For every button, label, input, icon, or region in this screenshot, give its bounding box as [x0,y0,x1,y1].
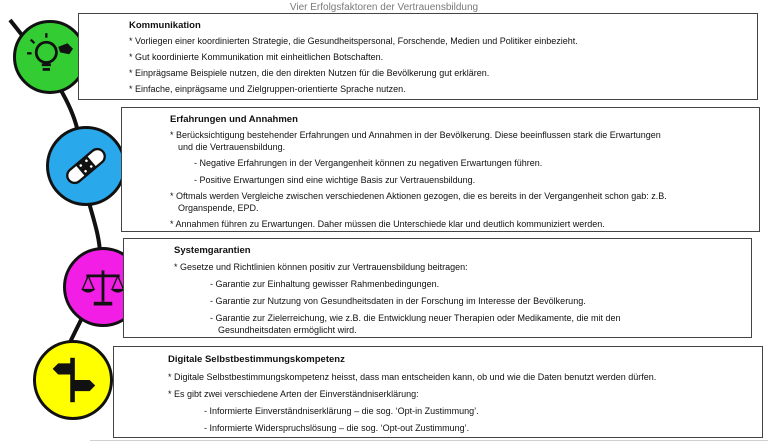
lightbulb-icon [16,23,84,91]
bullet: * Berücksichtigung bestehender Erfahrungen und Annahmen in der Bevölkerung. Diese beeinflussen stark die Erwartungen [170,130,661,140]
sub-bullet: - Negative Erfahrungen in der Vergangenheit können zu negativen Erwartungen führen. [194,158,543,168]
section-heading: Systemgarantien [174,245,251,256]
bullet: * Gut koordinierte Kommunikation mit einheitlichen Botschaften. [129,52,384,62]
bullet: und die Vertrauensbildung. [178,142,286,152]
signpost-icon [36,343,110,417]
bandage-icon [49,129,123,203]
system-box [123,238,752,338]
section-heading: Erfahrungen und Annahmen [170,114,298,125]
digital-circle [33,340,113,420]
bullet: * Oftmals werden Vergleiche zwischen verschiedenen Aktionen gezogen, die es bereits in der Vergangenheit schon gab: z.B. [170,191,667,201]
bullet: * Es gibt zwei verschiedene Arten der Einverständniserklärung: [168,389,419,399]
sub-bullet: - Garantie zur Zielerreichung, wie z.B. die Entwicklung neuer Therapien oder Medikamente, die mit den [210,313,621,323]
digital-box [113,346,763,438]
sub-bullet: - Positive Erwartungen sind eine wichtige Basis zur Vertrauensbildung. [194,175,476,185]
sub-bullet: - Garantie zur Nutzung von Gesundheitsdaten in der Forschung im Interesse der Bevölkerung. [210,296,586,306]
sub-bullet: Gesundheitsdaten ermöglicht wird. [218,325,357,335]
bullet: * Gesetze und Richtlinien können positiv zur Vertrauensbildung beitragen: [174,262,468,272]
sub-bullet: - Informierte Einverständniserklärung – die sog. ‘Opt-in Zustimmung’. [204,406,479,416]
bullet: * Einprägsame Beispiele nutzen, die den direkten Nutzen für die Bevölkerung gut erklären. [129,68,490,78]
experience-circle [46,126,126,206]
bullet: Organspende, EPD. [178,203,259,213]
bullet: * Annahmen führen zu Erwartungen. Daher müssen die Unterschiede klar und deutlich kommuniziert werden. [170,219,605,229]
sub-bullet: - Informierte Widerspruchslösung – die sog. ‘Opt-out Zustimmung’. [204,423,470,433]
section-heading: Digitale Selbstbestimmungskompetenz [168,354,345,365]
bullet: * Vorliegen einer koordinierten Strategie, die Gesundheitspersonal, Forschende, Medien und Politiker einbezieht. [129,36,578,46]
communication-box [78,13,758,100]
page-title: Vier Erfolgsfaktoren der Vertrauensbildung [289,2,479,13]
sub-bullet: - Garantie zur Einhaltung gewisser Rahmenbedingungen. [210,279,440,289]
bullet: * Einfache, einprägsame und Zielgruppen-orientierte Sprache nutzen. [129,84,406,94]
experience-box [121,107,760,232]
communication-circle [13,20,87,94]
section-heading: Kommunikation [129,20,201,31]
bottom-divider [90,440,768,441]
bullet: * Digitale Selbstbestimmungskompetenz heisst, dass man entscheiden kann, ob und wie die Daten benutzt werden dürfen. [168,372,657,382]
